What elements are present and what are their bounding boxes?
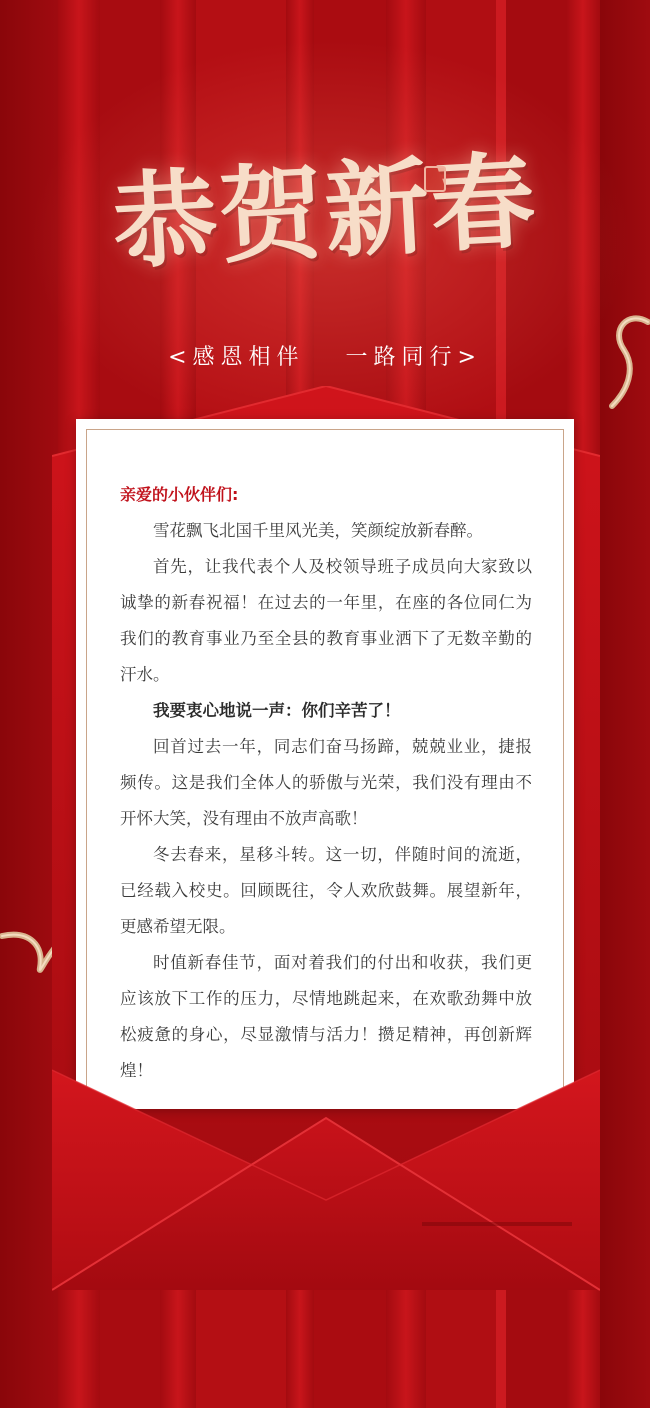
seal-stamp-icon <box>424 166 446 192</box>
ribbon-right-icon <box>598 310 650 420</box>
subtitle: <感恩相伴 一路同行> <box>168 345 482 370</box>
envelope-front <box>52 1050 600 1300</box>
letter-paper <box>76 419 574 1109</box>
letter-paragraph-5: 冬去春来，星移斗转。这一切，伴随时间的流逝，已经载入校史。回顾既往，令人欢欣鼓舞。展望新年，更感希望无限。 <box>120 845 532 936</box>
letter-paragraph-2: 首先，让我代表个人及校领导班子成员向大家致以诚挚的新春祝福！在过去的一年里，在座的各位同仁为我们的教育事业乃至全县的教育事业洒下了无数辛勤的汗水。 <box>120 557 532 684</box>
letter-greeting: 亲爱的小伙伴们: <box>120 485 239 504</box>
page-title: 恭贺新春 <box>110 138 540 285</box>
letter-paragraph-6: 时值新春佳节，面对着我们的付出和收获，我们更应该放下工作的压力，尽情地跳起来，在欢歌劲舞中放松疲惫的身心，尽显激情与活力！攒足精神，再创新辉煌！ <box>120 953 532 1080</box>
letter-body <box>120 477 532 1089</box>
letter-paragraph-4: 回首过去一年，同志们奋马扬蹄，兢兢业业，捷报频传。这是我们全体人的骄傲与光荣，我们没有理由不开怀大笑，没有理由不放声高歌！ <box>120 737 532 828</box>
letter-paragraph-1: 雪花飘飞北国千里风光美，笑颜绽放新春醉。 <box>153 521 483 540</box>
letter-paragraph-3: 我要衷心地说一声：你们辛苦了！ <box>153 701 401 720</box>
title-group <box>0 120 650 350</box>
